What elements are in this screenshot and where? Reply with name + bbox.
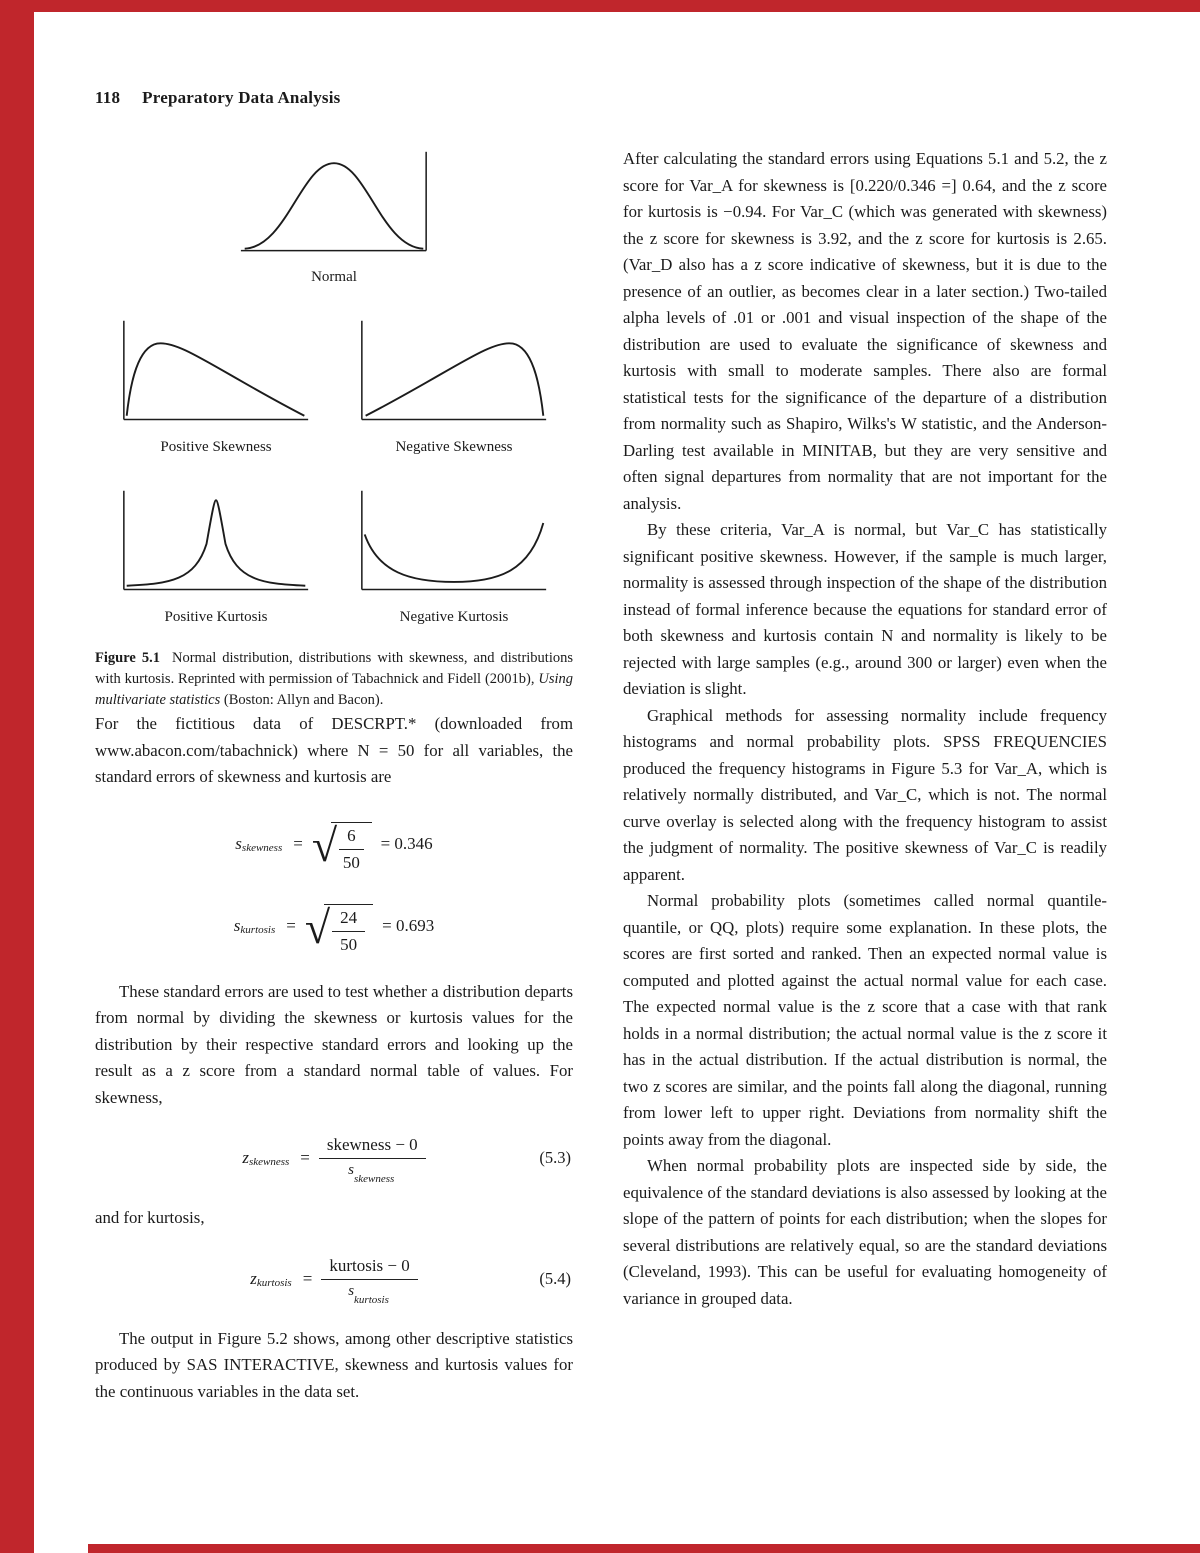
figure-row-kurtosis xyxy=(95,482,573,626)
eq-subscript: skewness xyxy=(241,841,283,854)
equation-number: (5.4) xyxy=(539,1268,571,1288)
equals-sign: = xyxy=(286,915,296,935)
paragraph-by-these-criteria: By these criteria, Var_A is normal, but Var_C has statistically significant positive skewness. However, if the sample is much larger, normality is assessed through inspection of the shape of the distribution instead of formal inference because the equations for standard error of both skewness and kurtosis contain N and normality is likely to be rejected with large samples (e.g., around 300 or larger) even when the deviation is slight. xyxy=(623,520,1107,698)
paragraph-figure-5-2-output: The output in Figure 5.2 shows, among other descriptive statistics produced by SAS INTERACTIVE, skewness and kurtosis values for the continuous variables in the data set. xyxy=(95,1328,573,1401)
plot-block-negative-kurtosis xyxy=(359,482,549,626)
fraction-numerator: 6 xyxy=(339,826,364,850)
figure-caption-label: Figure 5.1 xyxy=(95,650,160,666)
denominator-variable: s xyxy=(348,1162,355,1178)
eq-result: = 0.693 xyxy=(382,915,435,935)
denominator-variable: s xyxy=(348,1282,355,1299)
figure-caption-italic: Using multivariate statistics xyxy=(95,671,573,708)
eq-variable: s xyxy=(233,915,241,935)
running-head xyxy=(95,88,1107,108)
negative-kurtosis-plot xyxy=(359,482,549,604)
eq-variable: s xyxy=(235,833,242,853)
eq-result: = 0.346 xyxy=(380,833,433,853)
denominator-subscript: skewness xyxy=(354,1173,395,1185)
fraction-denominator: 50 xyxy=(342,852,360,872)
figure-caption xyxy=(95,648,573,711)
plot-label-normal: Normal xyxy=(311,269,357,285)
equation-z-kurtosis xyxy=(95,1255,573,1306)
plot-block-normal xyxy=(239,146,429,286)
paragraph-and-for-kurtosis: and for kurtosis, xyxy=(95,1208,205,1227)
positive-skewness-plot xyxy=(121,312,311,434)
plot-label-positive-kurtosis: Positive Kurtosis xyxy=(164,609,268,625)
plot-block-positive-skewness xyxy=(121,312,311,456)
page-number: 118 xyxy=(95,88,121,107)
fraction-numerator: skewness − 0 xyxy=(319,1135,426,1159)
figure-caption-text-before: Normal distribution, distributions with skewness, and distributions with kurtosis. Reprinted with permission of Tabachnick and Fidell (2001b), xyxy=(95,650,573,687)
paragraph-intro-descrpt: For the fictitious data of DESCRPT.* (downloaded from www.abacon.com/tabachnick) where N = 50 for all variables, the standard errors of skewness and kurtosis are xyxy=(95,714,573,786)
denominator-subscript: kurtosis xyxy=(354,1293,389,1306)
eq-variable: z xyxy=(250,1268,257,1288)
equation-s-skewness xyxy=(95,815,573,873)
page-edge-left-bar xyxy=(0,0,34,1553)
equation-z-skewness xyxy=(95,1135,573,1185)
paragraph-graphical-methods: Graphical methods for assessing normality include frequency histograms and normal probability plots. SPSS FREQUENCIES produced the frequency histograms in Figure 5.3 for Var_A, which is relatively normally distributed, and Var_C, which is not. The normal curve overlay is selected along with the frequency histogram to assist the judgment of normality. The positive skewness of Var_C is readily apparent. xyxy=(623,705,1107,884)
plot-block-negative-skewness xyxy=(359,312,549,456)
plot-block-positive-kurtosis xyxy=(121,482,311,626)
plot-label-positive-skewness: Positive Skewness xyxy=(160,439,272,455)
figure-caption-text-after: (Boston: Allyn and Bacon). xyxy=(220,692,384,708)
equals-sign: = xyxy=(302,1268,313,1288)
square-root xyxy=(305,897,373,955)
paragraph-side-by-side: When normal probability plots are inspected side by side, the equivalence of the standard deviations is also assessed by looking at the slope of the pattern of points for each distribution; when the slopes for several distributions are relatively equal, so are the standard deviations (Cleveland, 1993). This can be useful for evaluating homogeneity of variance in grouped data. xyxy=(623,1156,1107,1308)
two-column-layout xyxy=(95,146,1107,1405)
radical-sign: √ xyxy=(311,819,338,871)
fraction-denominator: 50 xyxy=(340,934,358,954)
positive-kurtosis-plot xyxy=(121,482,311,604)
equation-s-kurtosis xyxy=(95,897,573,955)
negative-skewness-plot xyxy=(359,312,549,434)
normal-distribution-plot xyxy=(239,146,429,264)
page-content xyxy=(95,88,1107,1405)
equals-sign: = xyxy=(300,1148,310,1167)
chapter-title: Preparatory Data Analysis xyxy=(142,88,341,107)
paragraph-standard-errors: These standard errors are used to test whether a distribution departs from normal by dividing the skewness or kurtosis values for the distribution by their respective standard errors and looking up the result as a z score from a standard normal table of values. For skewness, xyxy=(95,981,573,1107)
right-column xyxy=(623,146,1107,1405)
left-column xyxy=(95,146,573,1405)
page-edge-bottom-bar xyxy=(88,1544,1200,1553)
equals-sign: = xyxy=(293,833,303,853)
plot-label-negative-skewness: Negative Skewness xyxy=(395,439,513,455)
figure-row-skewness xyxy=(95,312,573,456)
eq-variable: z xyxy=(242,1148,249,1167)
radical-sign: √ xyxy=(304,901,331,953)
figure-row-normal xyxy=(95,146,573,286)
fraction-numerator: 24 xyxy=(332,908,365,932)
figure-5-1 xyxy=(95,146,573,711)
plot-label-negative-kurtosis: Negative Kurtosis xyxy=(399,609,509,625)
page-edge-top-bar xyxy=(0,0,1200,12)
paragraph-standard-error-z-scores: After calculating the standard errors using Equations 5.1 and 5.2, the z score for Var_A for skewness is [0.220/0.346 =] 0.64, and the z score for kurtosis is −0.94. For Var_C (which was generated with skewness) the z score for skewness is 3.92, and the z score for kurtosis is 2.65. (Var_D also has a z score indicative of skewness, but it is due to the presence of an outlier, as becomes clear in a later section.) Two-tailed alpha levels of .01 or .001 and visual inspection of the shape of the distribution are used to evaluate the significance of skewness and kurtosis with small to moderate samples. There also are formal statistical tests for the significance of the departure of a distribution from normality such as Shapiro, Wilks's W statistic, and the Anderson-Darling test available in MINITAB, but they are very sensitive and often signal departures from normality that are not important for the analysis. xyxy=(623,149,1107,513)
paragraph-normal-probability-plots: Normal probability plots (sometimes called normal quantile-quantile, or QQ, plots) require some explanation. In these plots, the scores are first sorted and ranked. Then an expected normal value is computed and plotted against the actual normal value for each case. The expected normal value is the z score that a case with that rank holds in a normal distribution; the actual normal value is the z score it has in the actual distribution. If the actual distribution is normal, the two z scores are similar, and the points fall along the diagonal, running from lower left to upper right. Deviations from normality shift the points away from the diagonal. xyxy=(623,891,1107,1149)
fraction-numerator: kurtosis − 0 xyxy=(321,1256,417,1280)
eq-subscript: kurtosis xyxy=(256,1276,292,1289)
square-root xyxy=(312,815,372,873)
eq-subscript: skewness xyxy=(248,1156,290,1168)
eq-subscript: kurtosis xyxy=(240,923,276,936)
equation-number: (5.3) xyxy=(539,1148,571,1167)
